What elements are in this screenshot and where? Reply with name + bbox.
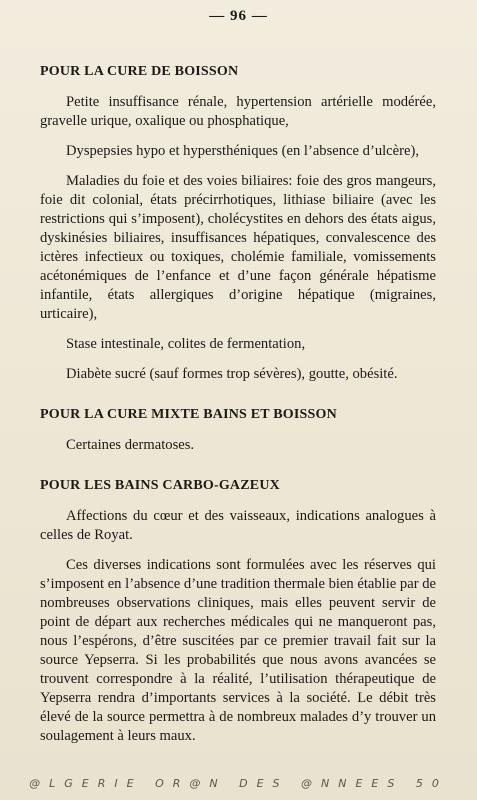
paragraph: Diabète sucré (sauf formes trop sévères), goutte, obésité. bbox=[66, 366, 398, 382]
paragraph: Maladies du foie et des voies biliaires: foie des gros mangeurs, foie dit colonial, états précirrhotiques, lithiase biliaire (avec les restrictions qui s’imposent), cholécystites en dehors des états aigus, dyskinésies biliaires, insuffisances hépatiques, convalescence des ictères infectieux ou toxiques, cholémie familiale, vomissements acétonémiques de l’enfance et d’une façon générale hépatisme infantile, états allergiques d’origine hépatique (migraines, urticaire), bbox=[40, 173, 436, 322]
watermark-footer: @LGERIE OR@N DES @NNEES 50 bbox=[29, 777, 448, 790]
paragraph: Petite insuffisance rénale, hypertension artérielle modérée, gravelle urique, oxalique ou phosphatique, bbox=[40, 94, 436, 129]
paragraph: Ces diverses indications sont formulées avec les réserves qui s’imposent en l’absence d’une tradition thermale bien établie par de nombreuses observations cliniques, mais elles peuvent servir de point de départ aux recherches médicales qui ne manqueront pas, nous l’espérons, d’être suscitées par ce premier travail fait sur la source Yepserra. Si les probabilités que nous avons avancées se trouvent correspondre à la réalité, l’utilisation thérapeutique de Yepserra rendra d’importants services à la société. Le débit très élevé de la source permettra à de nombreux malades d’y trouver un soulagement à leurs maux. bbox=[40, 557, 436, 744]
paragraph: Affections du cœur et des vaisseaux, indications analogues à celles de Royat. bbox=[40, 508, 436, 543]
paragraph: Certaines dermatoses. bbox=[66, 437, 195, 453]
section-heading-cure-mixte: POUR LA CURE MIXTE BAINS ET BOISSON bbox=[40, 407, 337, 422]
paragraph: Dyspepsies hypo et hypersthéniques (en l’absence d’ulcère), bbox=[66, 143, 419, 159]
page-number: — 96 — bbox=[209, 8, 268, 24]
page-content bbox=[40, 62, 436, 757]
paragraph: Stase intestinale, colites de fermentation, bbox=[66, 336, 306, 352]
section-heading-bains-carbo-gazeux: POUR LES BAINS CARBO-GAZEUX bbox=[40, 478, 280, 493]
section-heading-cure-boisson: POUR LA CURE DE BOISSON bbox=[40, 64, 239, 79]
